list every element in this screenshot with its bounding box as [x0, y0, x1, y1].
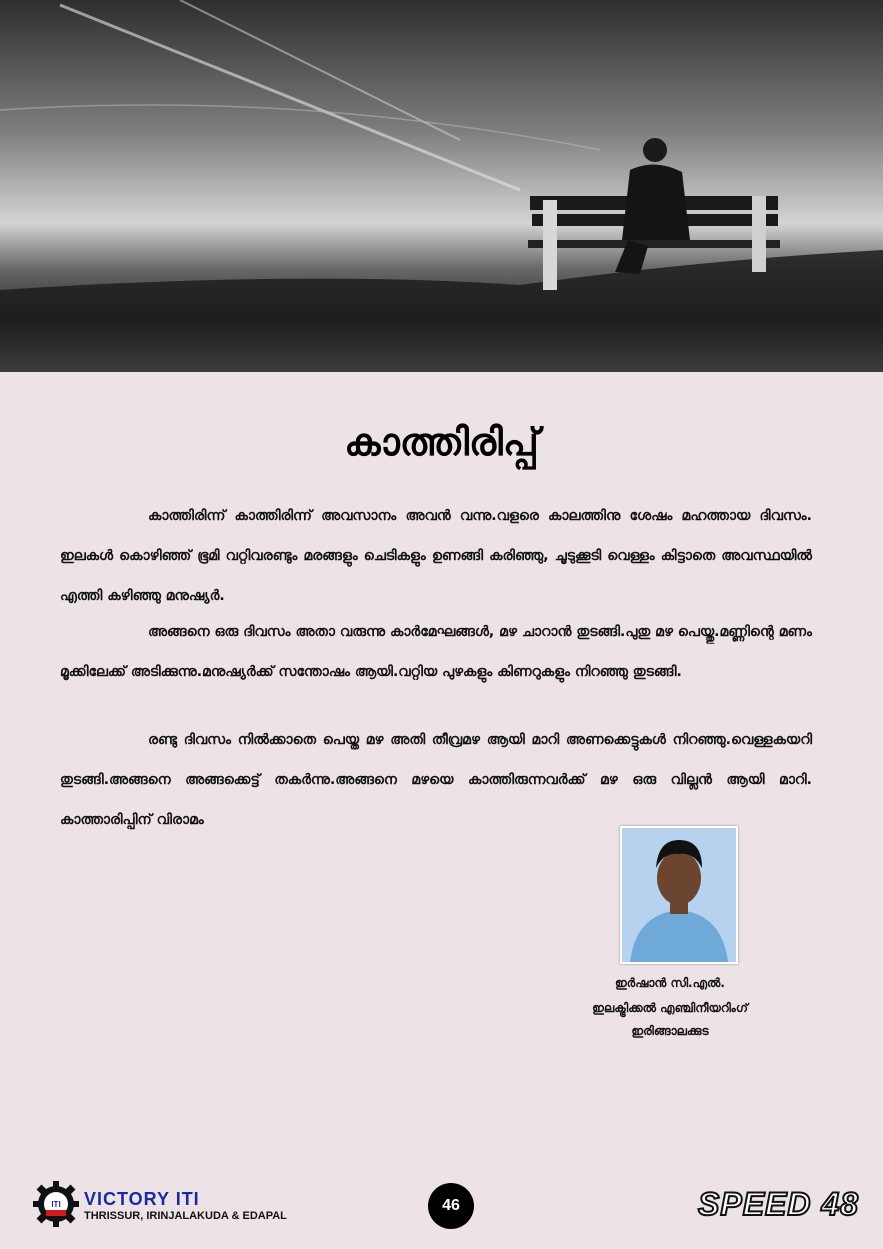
- logo-text: ITI: [51, 1200, 61, 1209]
- bench-silhouette-illustration: [0, 0, 883, 372]
- brand-locations: THRISSUR, IRINJALAKUDA & EDAPAL: [84, 1210, 287, 1222]
- article-paragraph-2: അങ്ങനെ ഒരു ദിവസം അതാ വരുന്നു കാർമേഘങ്ങൾ, മഴ ചാറാൻ തുടങ്ങി.പുതു മഴ പെയ്തു.മണ്ണിന്റെ മണം മൂക്കിലേക്ക് അടിക്കുന്നു.മനുഷ്യർക്ക് സന്തോഷം ആയി.വറ്റിയ പുഴകളും കിണറുകളും നിറഞ്ഞു തുടങ്ങി.: [60, 624, 812, 680]
- author-place: ഇരിങ്ങാലക്കുട: [631, 1024, 709, 1038]
- brand-name: VICTORY ITI: [84, 1189, 200, 1209]
- article-paragraph-1: കാത്തിരിന്ന് കാത്തിരിന്ന് അവസാനം അവൻ വന്നു.വളരെ കാലത്തിനു ശേഷം മഹത്തായ ദിവസം. ഇലകൾ കൊഴിഞ്ഞ് ഭൂമി വറ്റിവരണ്ടും മരങ്ങളും ചെടികളും ഉണങ്ങി കരിഞ്ഞു, ചൂടുക്കൂടി വെള്ളം കിട്ടാതെ അവസ്ഥയിൽ എത്തി കഴിഞ്ഞു മനുഷ്യർ.: [60, 508, 812, 604]
- author-name: ഇർഷാൻ സി.എൽ.: [615, 976, 725, 990]
- author-department: ഇലക്ട്രിക്കൽ എഞ്ചിനീയറിംഗ്: [592, 1001, 748, 1015]
- page-number: 46: [428, 1183, 474, 1229]
- gear-logo-icon: [32, 1180, 80, 1228]
- author-photo: [620, 826, 738, 964]
- article-title: കാത്തിരിപ്പ്: [344, 420, 539, 464]
- magazine-logo: SPEED 48: [698, 1186, 859, 1222]
- article-paragraph-3: രണ്ടു ദിവസം നിൽക്കാതെ പെയ്ത മഴ അതി തീവ്രമഴ ആയി മാറി അണക്കെട്ടുകൾ നിറഞ്ഞു.വെള്ളകയറി തുടങ്ങി.അങ്ങനെ അങ്ങക്കെട്ട് തകർന്നു.അങ്ങനെ മഴയെ കാത്തിരുന്നവർക്ക് മഴ ഒരു വില്ലൻ ആയി മാറി. കാത്താരിപ്പിന് വിരാമം: [60, 732, 812, 828]
- header-photo: [0, 0, 883, 372]
